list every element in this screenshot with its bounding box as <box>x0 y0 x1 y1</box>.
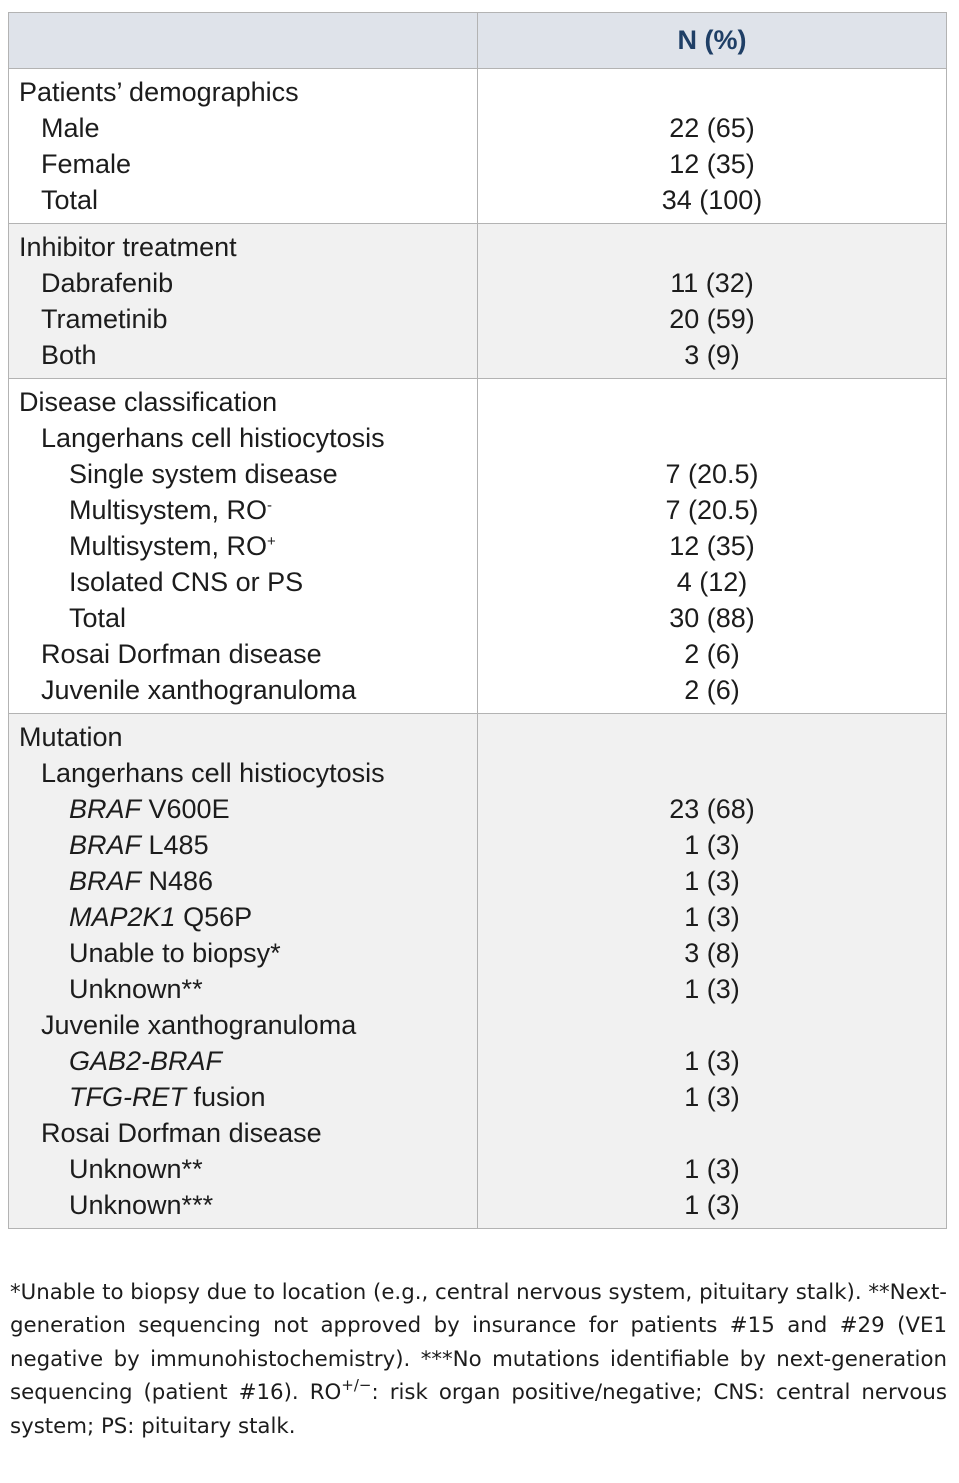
gene-name: BRAF <box>69 794 142 824</box>
row-label-superscript: - <box>267 497 273 514</box>
gene-name: MAP2K1 <box>69 902 176 932</box>
row-label-text: Trametinib <box>41 304 168 334</box>
table-footnote <box>10 1276 947 1443</box>
row-label <box>9 564 477 600</box>
row-label <box>9 492 477 528</box>
row-label-text: V600E <box>141 794 230 824</box>
row-label <box>9 899 477 935</box>
row-label <box>9 600 477 636</box>
row-label-text: Total <box>69 603 127 633</box>
row-label-text: Male <box>41 113 100 143</box>
row-label-text: Multisystem, RO <box>69 495 268 525</box>
row-value: 1 (3) <box>684 1082 740 1112</box>
row-label-text: Female <box>41 149 132 179</box>
row-label <box>9 935 477 971</box>
section-value-cell <box>478 714 947 1229</box>
header-n-percent: N (%) <box>478 13 947 69</box>
row-label <box>9 1151 477 1187</box>
row-label-text: Unknown** <box>69 1154 203 1184</box>
row-value: 7 (20.5) <box>665 459 759 489</box>
row-label <box>9 636 477 672</box>
row-value: 1 (3) <box>684 830 740 860</box>
row-label <box>9 420 477 456</box>
row-label <box>9 1007 477 1043</box>
row-value <box>478 420 946 456</box>
section-label-cell <box>9 224 478 379</box>
row-label-text: Langerhans cell histiocytosis <box>41 423 385 453</box>
row-value: 12 (35) <box>669 149 755 179</box>
row-label <box>9 182 477 218</box>
table-header-row <box>9 13 947 69</box>
row-label-text: Inhibitor treatment <box>19 232 237 262</box>
table-section <box>9 224 947 379</box>
row-value: 3 (9) <box>684 340 740 370</box>
footnote-text: *Unable to biopsy due to location (e.g., central nervous system, pituitary stalk). **Next-generation sequencing not approved by insurance for patients #15 and #29 (VE1 negative by immunohistochemistry). ***No mutations identifiable by next-generation sequencing (patient #16). RO <box>10 1280 947 1406</box>
row-value: 1 (3) <box>684 1154 740 1184</box>
row-value: 12 (35) <box>669 531 755 561</box>
table-section <box>9 714 947 1229</box>
row-label <box>9 863 477 899</box>
row-label <box>9 146 477 182</box>
row-value: 34 (100) <box>661 185 763 215</box>
row-value: 7 (20.5) <box>665 495 759 525</box>
row-label <box>9 971 477 1007</box>
row-label-text: Isolated CNS or PS <box>69 567 304 597</box>
gene-name: BRAF <box>69 830 142 860</box>
section-value-cell <box>478 224 947 379</box>
row-value: 3 (8) <box>684 938 740 968</box>
row-label-text: N486 <box>141 866 214 896</box>
row-label <box>9 1079 477 1115</box>
footnote-text-end: : risk organ positive/negative; CNS: central nervous system; PS: pituitary stalk. <box>10 1380 947 1439</box>
row-value: 1 (3) <box>684 1190 740 1220</box>
row-label-text: Single system disease <box>69 459 338 489</box>
row-label <box>9 719 477 755</box>
data-table-container <box>8 12 946 1229</box>
row-label <box>9 301 477 337</box>
row-label-text: Mutation <box>19 722 123 752</box>
row-label-text: Rosai Dorfman disease <box>41 639 322 669</box>
row-label <box>9 672 477 708</box>
row-label-text: Langerhans cell histiocytosis <box>41 758 385 788</box>
row-label <box>9 74 477 110</box>
section-label-cell <box>9 714 478 1229</box>
row-value <box>478 755 946 791</box>
gene-name: BRAF <box>69 866 142 896</box>
row-label <box>9 110 477 146</box>
row-label-text: Rosai Dorfman disease <box>41 1118 322 1148</box>
row-value: 1 (3) <box>684 866 740 896</box>
row-value: 30 (88) <box>669 603 755 633</box>
row-label-text: Disease classification <box>19 387 278 417</box>
row-value <box>478 719 946 755</box>
row-label-text: Patients’ demographics <box>19 77 299 107</box>
row-label <box>9 337 477 373</box>
row-label <box>9 528 477 564</box>
row-label-text: Juvenile xanthogranuloma <box>41 1010 357 1040</box>
row-value <box>478 229 946 265</box>
row-value: 22 (65) <box>669 113 755 143</box>
patient-characteristics-table <box>8 12 947 1229</box>
row-value: 23 (68) <box>669 794 755 824</box>
row-label-text: Unknown*** <box>69 1190 214 1220</box>
row-label <box>9 755 477 791</box>
row-label <box>9 791 477 827</box>
gene-name: GAB2-BRAF <box>69 1046 223 1076</box>
row-label <box>9 456 477 492</box>
row-label <box>9 1115 477 1151</box>
row-value: 1 (3) <box>684 1046 740 1076</box>
row-value <box>478 1007 946 1043</box>
table-section <box>9 379 947 714</box>
row-value <box>478 384 946 420</box>
row-label <box>9 265 477 301</box>
section-value-cell <box>478 379 947 714</box>
row-value: 1 (3) <box>684 902 740 932</box>
row-label-text: Unable to biopsy* <box>69 938 281 968</box>
row-label-text: Total <box>41 185 99 215</box>
gene-name: TFG-RET <box>69 1082 186 1112</box>
row-value <box>478 74 946 110</box>
row-value: 20 (59) <box>669 304 755 334</box>
row-label-superscript: + <box>267 533 276 550</box>
section-value-cell <box>478 69 947 224</box>
row-value <box>478 1115 946 1151</box>
row-value: 2 (6) <box>684 639 740 669</box>
footnote-superscript: +/− <box>341 1376 372 1395</box>
row-label <box>9 229 477 265</box>
section-label-cell <box>9 379 478 714</box>
row-label <box>9 1043 477 1079</box>
table-section <box>9 69 947 224</box>
row-label-text: Both <box>41 340 97 370</box>
row-label-text: Q56P <box>175 902 253 932</box>
row-value: 4 (12) <box>676 567 748 597</box>
row-label-text: Juvenile xanthogranuloma <box>41 675 357 705</box>
row-label-text: fusion <box>185 1082 266 1112</box>
row-value: 11 (32) <box>670 268 754 298</box>
section-label-cell <box>9 69 478 224</box>
row-label-text: Multisystem, RO <box>69 531 268 561</box>
row-label-text: Dabrafenib <box>41 268 174 298</box>
row-label-text: L485 <box>141 830 209 860</box>
row-value: 2 (6) <box>684 675 740 705</box>
row-label <box>9 827 477 863</box>
row-value: 1 (3) <box>684 974 740 1004</box>
table-body <box>9 69 947 1229</box>
header-label-column <box>9 13 478 69</box>
row-label <box>9 1187 477 1223</box>
row-label <box>9 384 477 420</box>
row-label-text: Unknown** <box>69 974 203 1004</box>
